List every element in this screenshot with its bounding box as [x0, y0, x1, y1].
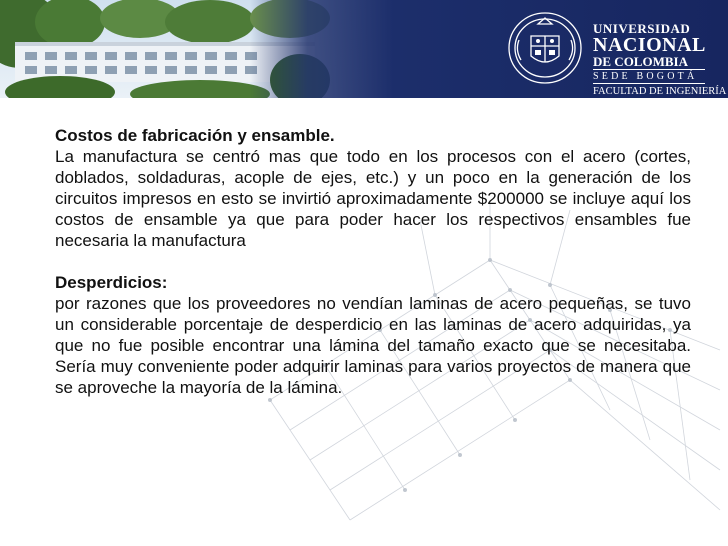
university-wordmark — [593, 22, 726, 98]
section-title-costs: Costos de fabricación y ensamble. — [55, 126, 335, 145]
section-text-waste: por razones que los proveedores no vendían laminas de acero pequeñas, se tuvo un considerable porcentaje de desperdicio en las laminas de acero adquiridas, ya que no fue posible encontrar una lámina del tamaño exacto que se necesitaba. Sería muy conveniente poder adquirir laminas para varios proyectos de manera que se aproveche la mayoría de la lámina. — [55, 294, 691, 397]
university-campus: SEDE BOGOTÁ — [593, 71, 698, 82]
wordmark-divider — [593, 83, 705, 84]
slide-body — [55, 125, 691, 398]
university-crest-icon — [505, 10, 585, 86]
faculty-name: FACULTAD DE INGENIERÍA — [593, 86, 727, 97]
university-line2: NACIONAL — [593, 34, 706, 56]
university-line3: DE COLOMBIA — [593, 54, 688, 69]
section-text-costs: La manufactura se centró mas que todo en los procesos con el acero (cortes, doblados, soldaduras, acople de ejes, etc.) y un poco en la generación de los circuitos impresos en esto se invirtió aproximadamente $200000 se incluye aquí los costos de ensamble ya que para poder hacer los respectivos ensambles fue necesaria la manufactura — [55, 147, 691, 250]
university-line1: UNIVERSIDAD — [593, 21, 691, 36]
section-spacer — [55, 251, 691, 272]
section-title-waste: Desperdicios: — [55, 273, 168, 292]
wordmark-divider — [593, 69, 705, 70]
header-banner — [0, 0, 728, 98]
